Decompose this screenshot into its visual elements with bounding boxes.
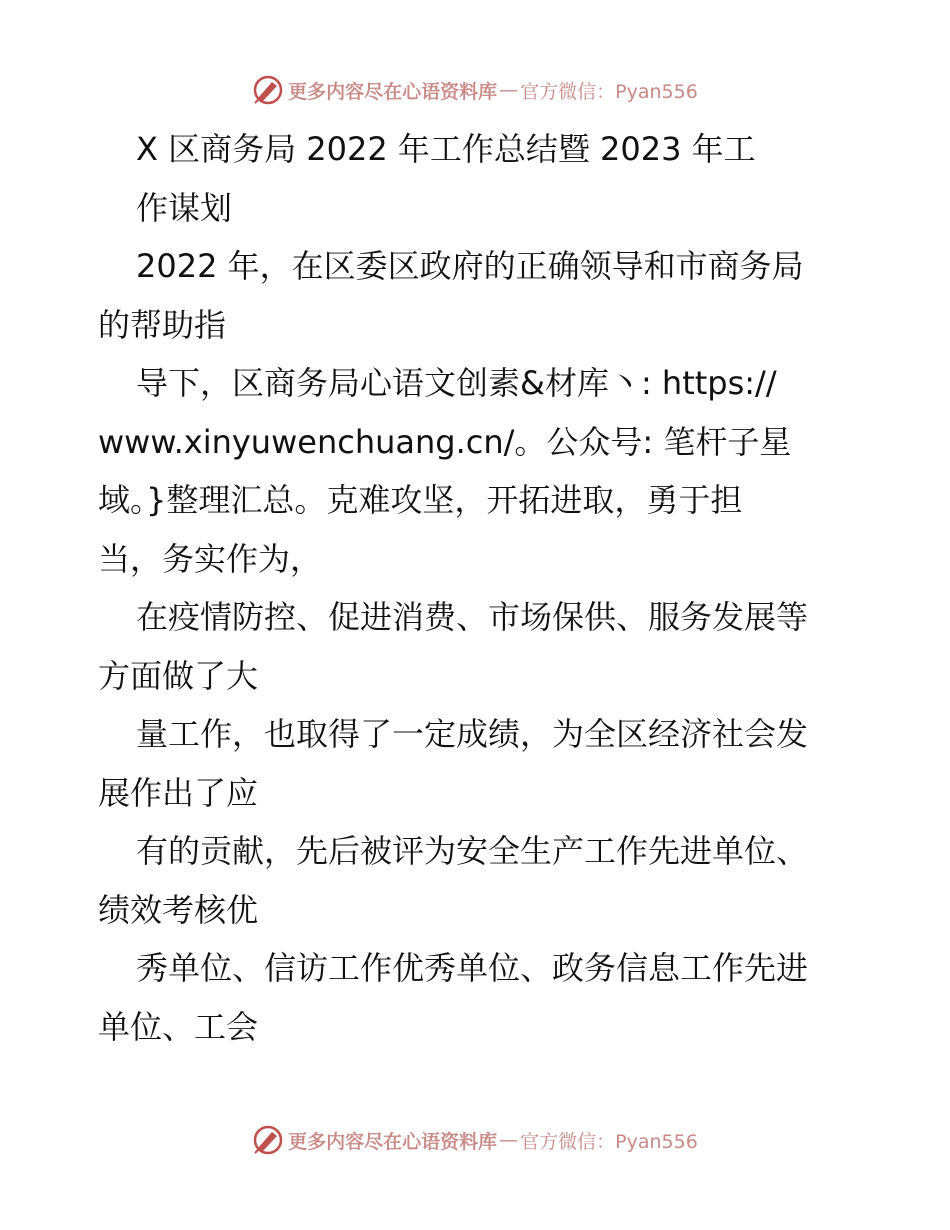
- paragraph-line: 域。}整理汇总。克难攻坚，开拓进取，勇于担: [98, 481, 743, 519]
- paragraph-line: 有的贡献，先后被评为安全生产工作先进单位、: [136, 832, 809, 870]
- paragraph-line: 秀单位、信访工作优秀单位、政务信息工作先进: [136, 949, 809, 987]
- watermark-wechat-text: 官方微信：Pyan556: [520, 1130, 698, 1153]
- pen-nib-logo-icon: [252, 74, 284, 106]
- watermark-wechat-text: 官方微信：Pyan556: [520, 80, 698, 103]
- paragraph-line: 2022 年，在区委区政府的正确领导和市商务局: [136, 247, 804, 285]
- watermark-separator: —: [499, 79, 519, 101]
- paragraph-line: 量工作，也取得了一定成绩，为全区经济社会发: [136, 715, 809, 753]
- paragraph-line: 展作出了应: [98, 773, 259, 812]
- paragraph-line: 的帮助指: [98, 305, 227, 344]
- watermark-site-text: 更多内容尽在心语资料库: [288, 80, 498, 103]
- paragraph-line: 导下，区商务局心语文创素&材库丶: https://: [136, 364, 777, 402]
- document-title-line-2: 作谋划: [136, 188, 233, 227]
- paragraph-line: 单位、工会: [98, 1007, 259, 1046]
- paragraph-line: 在疫情防控、促进消费、市场保供、服务发展等: [136, 598, 809, 636]
- paragraph-line: www.xinyuwenchuang.cn/。公众号: 笔杆子星: [98, 422, 792, 461]
- paragraph-line: 方面做了大: [98, 656, 259, 695]
- paragraph-line: 绩效考核优: [98, 890, 259, 929]
- watermark-separator: —: [499, 1129, 519, 1151]
- footer-watermark: [0, 1120, 950, 1160]
- header-watermark: [0, 70, 950, 110]
- watermark-site-text: 更多内容尽在心语资料库: [288, 1130, 498, 1153]
- pen-nib-logo-icon: [252, 1124, 284, 1156]
- document-body: [98, 120, 878, 1056]
- paragraph-line: 当，务实作为，: [98, 539, 323, 578]
- document-title-line-1: X 区商务局 2022 年工作总结暨 2023 年工: [136, 130, 756, 168]
